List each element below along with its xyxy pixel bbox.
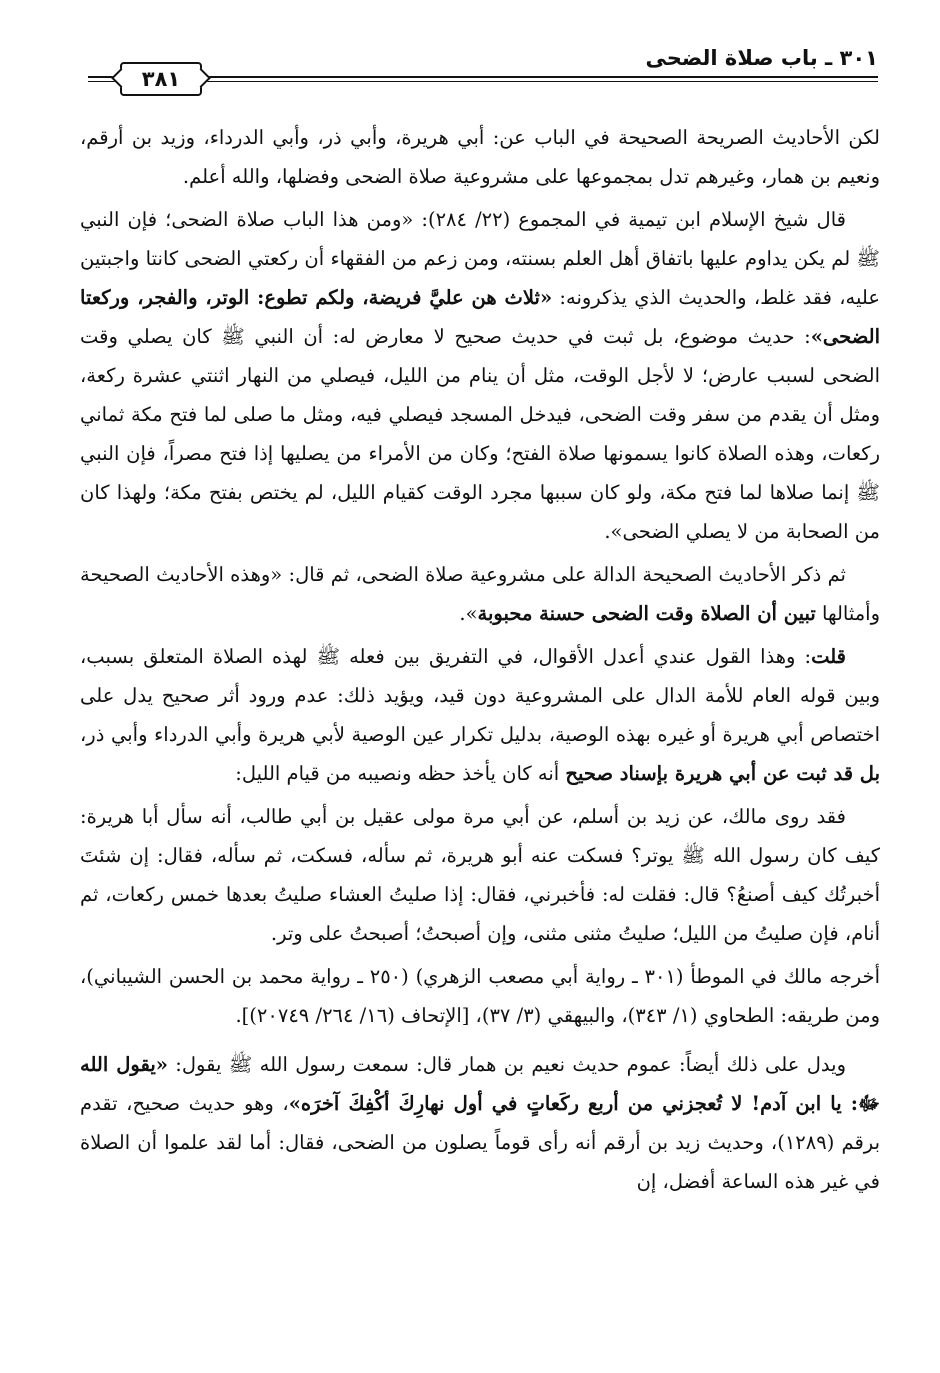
paragraph-text: فقد روى مالك، عن زيد بن أسلم، عن أبي مرة مولى عقيل بن أبي طالب، أنه سأل أبا هريرة: كيف كان رسول الله ﷺ يوتر؟ فسكت عنه أبو هريرة، ثم سأله، فسكت، ثم سأله، فقال: إن شئتَ أخبرتُك كيف أصنعُ؟ قال: فقلت له: فأخبرني، فقال: إذا صليتُ العشاء صليتُ بعدها خمس ركعات، ثم أنام، فإن صليتُ من الليل؛ صليتُ مثنى مثنى، وإن أصبحتُ؛ أصبحتُ على وتر. xyxy=(80,805,880,945)
bold-hadith: «يقول الله ﷻ: يا ابن آدم! لا تُعجزني من أربع ركَعاتٍ في أول نهارِكَ أكْفِكَ آخرَه» xyxy=(80,1053,880,1115)
paragraph-text: ». xyxy=(459,602,478,625)
paragraph-2 xyxy=(80,200,880,551)
paragraph-7 xyxy=(80,1045,880,1201)
page-body xyxy=(80,118,880,1205)
page-number: ٣٨١ xyxy=(120,62,202,96)
paragraph-text: لكن الأحاديث الصريحة الصحيحة في الباب عن: أبي هريرة، وأبي ذر، وأبي الدرداء، وزيد بن أرقم، ونعيم بن همار، وغيرهم تدل بمجموعها على مشروعية صلاة الضحى وفضلها، والله أعلم. xyxy=(80,126,880,188)
paragraph-6 xyxy=(80,957,880,1035)
header-rule xyxy=(188,76,878,78)
paragraph-text: قال شيخ الإسلام ابن تيمية في المجموع (٢٢/ ٢٨٤): «ومن هذا الباب صلاة الضحى؛ فإن النبي ﷺ لم يكن يداوم عليها باتفاق أهل العلم بسنته، ومن زعم من الفقهاء أن ركعتي الضحى كانتا واجبتين عليه، فقد غلط، والحديث الذي يذكرونه: xyxy=(80,208,880,309)
bold-phrase: بل قد ثبت عن أبي هريرة بإسناد صحيح xyxy=(565,762,880,785)
page-header xyxy=(88,40,878,98)
paragraph-3 xyxy=(80,555,880,633)
paragraph-4 xyxy=(80,637,880,793)
paragraph-text: ثم ذكر الأحاديث الصحيحة الدالة على مشروعية صلاة الضحى، ثم قال: «وهذه الأحاديث الصحيحة وأمثالها xyxy=(80,563,880,625)
chapter-title: ٣٠١ ـ باب صلاة الضحى xyxy=(645,46,878,70)
bold-quote: «ثلاث هن عليَّ فريضة، ولكم تطوع: الوتر، والفجر، وركعتا الضحى» xyxy=(80,286,880,348)
paragraph-text: أنه كان يأخذ حظه ونصيبه من قيام الليل: xyxy=(235,762,566,785)
paragraph-text: ويدل على ذلك أيضاً: عموم حديث نعيم بن همار قال: سمعت رسول الله ﷺ يقول: xyxy=(167,1053,846,1076)
paragraph-1 xyxy=(80,118,880,196)
paragraph-text: : وهذا القول عندي أعدل الأقوال، في التفريق بين فعله ﷺ لهذه الصلاة المتعلق بسبب، وبين قوله العام للأمة الدال على المشروعية دون قيد، ويؤيد ذلك: عدم ورود أثر صحيح يدل على اختصاص أبي هريرة أو غيره بهذه الوصية، بدليل تكرار عين الوصية لأبي هريرة وأبي الدرداء وأبي ذر، xyxy=(80,645,880,746)
paragraph-5 xyxy=(80,797,880,953)
bold-phrase: تبين أن الصلاة وقت الضحى حسنة محبوبة xyxy=(477,602,816,625)
paragraph-text: : حديث موضوع، بل ثبت في حديث صحيح لا معارض له: أن النبي ﷺ كان يصلي وقت الضحى لسبب عارض؛ لا لأجل الوقت، مثل أن ينام من الليل، فيصلي من النهار اثنتي عشرة ركعة، ومثل أن يقدم من سفر وقت الضحى، فيدخل المسجد فيصلي فيه، ومثل ما صلى لما فتح مكة ثماني ركعات، وهذه الصلاة كانوا يسمونها صلاة الفتح؛ وكان من الأمراء من يصليها إذا فتح مصراً، فإن النبي ﷺ إنما صلاها لما فتح مكة، ولو كان سببها مجرد الوقت كقيام الليل، لم يختص بفتح مكة؛ ولهذا كان من الصحابة من لا يصلي الضحى». xyxy=(80,325,880,543)
header-rule xyxy=(188,81,878,82)
author-note-label: قلت xyxy=(811,645,846,668)
paragraph-text: ، وهو حديث صحيح، تقدم برقم (١٢٨٩)، وحديث زيد بن أرقم أنه رأى قوماً يصلون من الضحى، فقال: أما لقد علموا أن الصلاة في غير هذه الساعة أفضل، إن xyxy=(80,1092,880,1193)
paragraph-text: أخرجه مالك في الموطأ (٣٠١ ـ رواية أبي مصعب الزهري) (٢٥٠ ـ رواية محمد بن الحسن الشيباني)، ومن طريقه: الطحاوي (١/ ٣٤٣)، والبيهقي (٣/ ٣٧)، [الإتحاف (١٦/ ٢٦٤/ ٢٠٧٤٩)]. xyxy=(80,965,880,1027)
